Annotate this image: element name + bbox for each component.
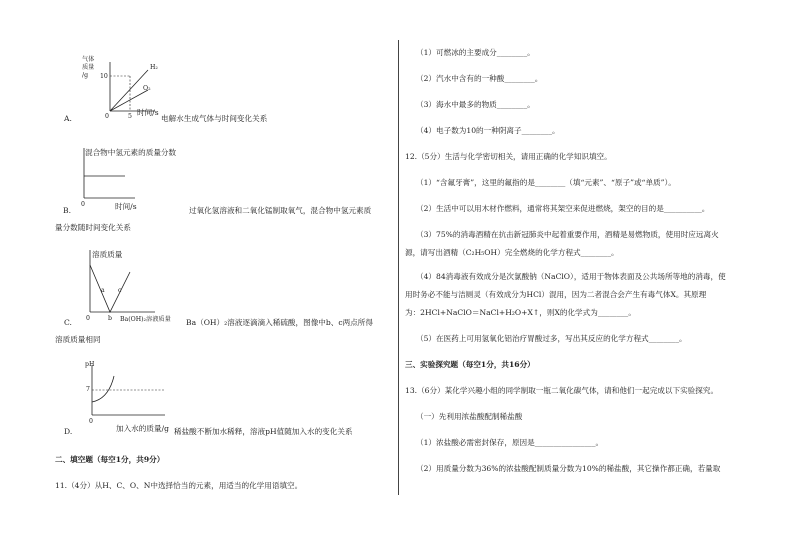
chartD-ytick: 7 <box>86 386 90 393</box>
section-2-title: 二、填空题（每空1分，共9分） <box>55 455 165 464</box>
q12-item-3-line1: （3）75%的消毒酒精在抗击新冠肺炎中起着重要作用，酒精是易燃物质，使用时应远离火 <box>416 230 719 239</box>
option-c-label: C. <box>64 318 72 327</box>
chartC-point-c: c <box>118 287 122 294</box>
chartD-origin: 0 <box>89 418 93 425</box>
chartA-xlabel: 时间/s <box>137 108 159 117</box>
q12-item-4-line2: 用时务必不能与洁厕灵（有效成分为HCl）混用，因为二者混合会产生有毒气体X。其原理 <box>405 290 707 299</box>
q12-item-4-line3: 为：2HCl+NaClO＝NaCl+H₂O+X↑，则X的化学式为________。 <box>405 308 636 317</box>
chartC-ylabel: 溶质质量 <box>92 250 123 259</box>
chartC-origin: 0 <box>86 315 90 322</box>
chartC-xlabel: Ba(OH)₂溶液质量 <box>120 316 171 323</box>
option-c-caption-1: Ba（OH）₂溶液逐滴滴入稀硫酸，图像中b、c两点所得 <box>186 318 373 327</box>
option-d-label: D. <box>64 427 73 436</box>
option-d-caption: 稀盐酸不断加水稀释，溶液pH值随加入水的变化关系 <box>174 427 353 436</box>
chartA-ylabel: 气体 质量 /g <box>82 56 95 79</box>
chartA-xtick: 5 <box>128 113 132 120</box>
q11-item-3: （3）海水中最多的物质________。 <box>416 100 535 109</box>
q11-item-1: （1）可燃冰的主要成分________。 <box>416 48 535 57</box>
q13-item-1: （1）浓盐酸必需密封保存，原因是________________。 <box>416 438 604 447</box>
question-11: 11.（4分）从H、C、O、N中选择恰当的元素，用适当的化学用语填空。 <box>55 481 303 490</box>
q12-item-4-line1: （4）84消毒液有效成分是次氯酸钠（NaClO），适用于物体表面及公共场所等地的消毒，使 <box>416 272 726 281</box>
column-divider <box>398 40 399 495</box>
q13-part-1: （一）先利用浓盐酸配制稀盐酸 <box>416 412 523 421</box>
question-12: 12.（5分）生活与化学密切相关，请用正确的化学知识填空。 <box>405 152 612 161</box>
q12-item-1: （1）“含氟牙膏”，这里的氟指的是________（填“元素”、“原子”或“单质”）。 <box>416 178 676 187</box>
chartA-origin: 0 <box>105 113 109 120</box>
option-b-caption-2: 量分数随时间变化关系 <box>55 223 131 232</box>
q11-item-2: （2）汽水中含有的一种酸________。 <box>416 74 543 83</box>
option-a-caption: 电解水生成气体与时间变化关系 <box>161 114 268 123</box>
q12-item-5: （5）在医药上可用氢氧化铝治疗胃酸过多，写出其反应的化学方程式________。 <box>416 334 687 343</box>
q12-item-2: （2）生活中可以用木材作燃料，通常将其架空来促进燃烧，架空的目的是__________。 <box>416 204 710 213</box>
q12-item-3-line2: 源，请写出酒精（C₂H₅OH）完全燃烧的化学方程式________。 <box>405 248 619 257</box>
q13-item-2: （2）用质量分数为36%的浓盐酸配制质量分数为10%的稀盐酸，其它操作都正确，若量取 <box>416 464 721 473</box>
chartA-ytick: 10 <box>100 73 108 80</box>
chartD-xlabel: 加入水的质量/g <box>116 424 169 433</box>
chartC-point-a: a <box>101 287 105 294</box>
option-c-caption-2: 溶质质量相同 <box>55 335 101 344</box>
chartB-title: 混合物中氢元素的质量分数 <box>85 148 177 157</box>
option-a-label: A. <box>64 114 72 123</box>
option-b-caption-1: 过氧化氢溶液和二氧化锰制取氧气，混合物中氢元素质 <box>189 206 372 215</box>
chartB-xlabel: 时间/s <box>115 202 137 211</box>
chartD-data-curve <box>92 376 114 402</box>
option-b-label: B. <box>63 206 71 215</box>
chartA-series-o2: O₂ <box>143 85 151 92</box>
chartA-series-h2: H₂ <box>150 64 158 71</box>
question-13: 13.（6分）某化学兴趣小组的同学制取一瓶二氧化碳气体，请和他们一起完成以下实验探究。 <box>405 386 719 395</box>
q11-item-4: （4）电子数为10的一种阴离子________。 <box>416 126 560 135</box>
chartB-origin: 0 <box>81 201 85 208</box>
chartD-ylabel: pH <box>85 361 95 368</box>
chartC-point-b: b <box>108 315 112 322</box>
section-3-title: 三、实验探究题（每空1分，共16分） <box>405 360 535 369</box>
